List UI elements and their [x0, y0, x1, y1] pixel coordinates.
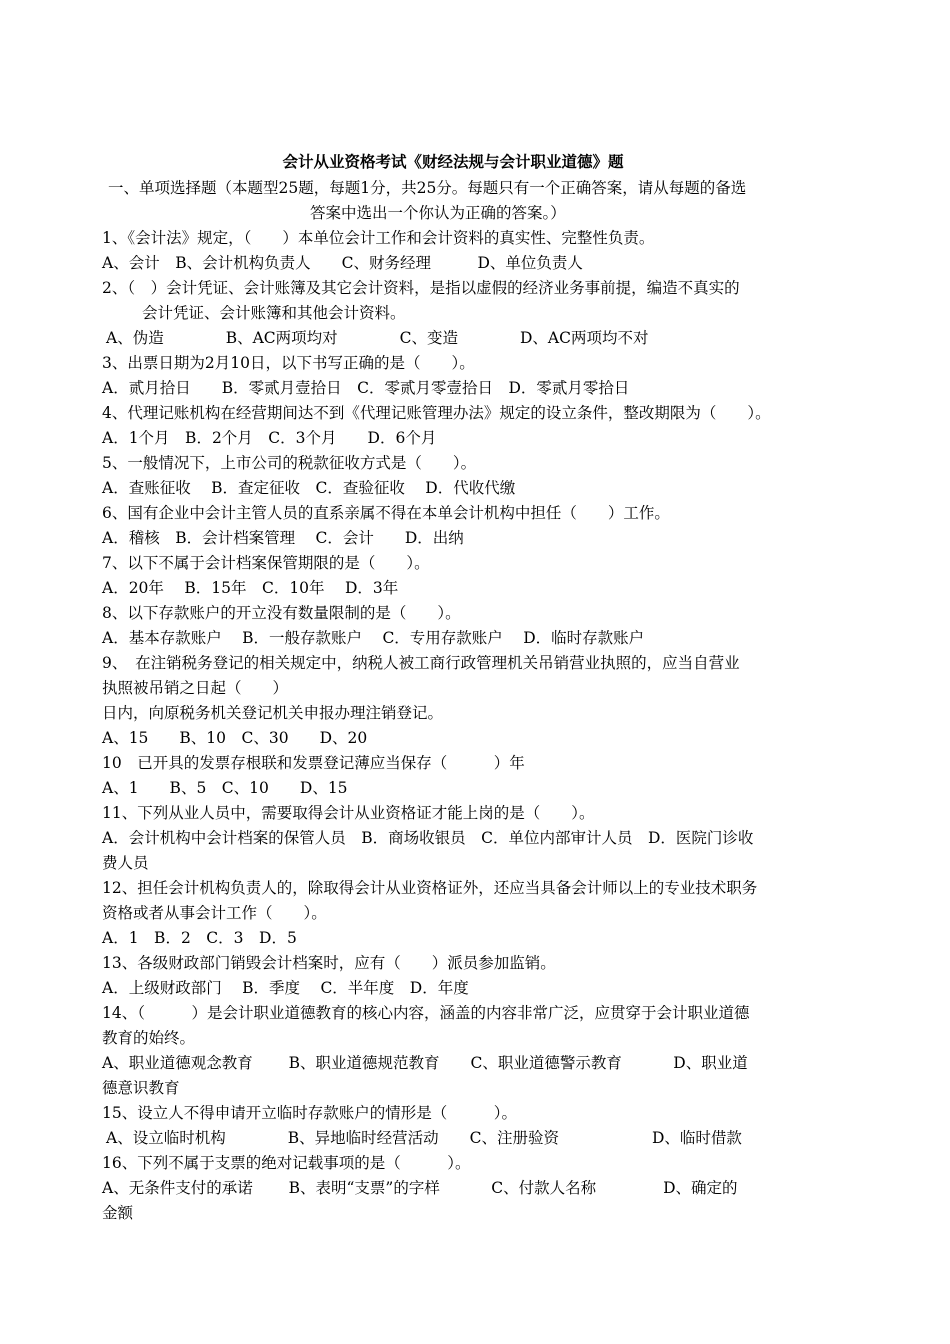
question-13-options: A．上级财政部门 B．季度 C．半年度 D．年度 — [102, 979, 469, 997]
question-9-options: A、15 B、10 C、30 D、20 — [102, 729, 368, 747]
question-11-options: A．会计机构中会计档案的保管人员 B．商场收银员 C．单位内部审计人员 D．医院门诊收 — [102, 829, 754, 847]
question-10: 10 已开具的发票存根联和发票登记薄应当保存（ ）年 — [102, 754, 525, 772]
question-13: 13、各级财政部门销毁会计档案时，应有（ ）派员参加监销。 — [102, 954, 556, 972]
question-14-options-continued: 德意识教育 — [102, 1079, 180, 1097]
question-2-continued: 会计凭证、会计账簿和其他会计资料。 — [142, 304, 406, 322]
question-11-options-continued: 费人员 — [102, 854, 149, 872]
question-12-options: A．1 B．2 C．3 D．5 — [102, 929, 297, 947]
question-2: 2、（ ）会计凭证、会计账簿及其它会计资料，是指以虚假的经济业务事前提，编造不真实的 — [102, 279, 740, 297]
question-4: 4、代理记账机构在经营期间达不到《代理记账管理办法》规定的设立条件，整改期限为（ ）。 — [102, 404, 771, 422]
section-heading-continued: 答案中选出一个你认为正确的答案。） — [310, 204, 566, 222]
question-7: 7、以下不属于会计档案保管期限的是（ ）。 — [102, 554, 430, 572]
question-1-options: A、会计 B、会计机构负责人 C、财务经理 D、单位负责人 — [102, 254, 583, 272]
question-11: 11、下列从业人员中，需要取得会计从业资格证才能上岗的是（ ）。 — [102, 804, 595, 822]
question-7-options: A．20年 B．15年 C．10年 D．3年 — [102, 579, 399, 597]
question-3-options: A．贰月拾日 B．零贰月壹拾日 C．零贰月零壹拾日 D．零贰月零拾日 — [102, 379, 630, 397]
question-1: 1、《会计法》规定，（ ）本单位会计工作和会计资料的真实性、完整性负责。 — [102, 229, 655, 247]
question-16-options: A、无条件支付的承诺 B、表明“支票”的字样 C、付款人名称 D、确定的 — [102, 1179, 738, 1197]
question-14: 14、（ ）是会计职业道德教育的核心内容，涵盖的内容非常广泛，应贯穿于会计职业道德 — [102, 1004, 750, 1022]
question-8-options: A．基本存款账户 B．一般存款账户 C．专用存款账户 D．临时存款账户 — [102, 629, 645, 647]
question-2-options: A、伪造 B、AC两项均对 C、变造 D、AC两项均不对 — [106, 329, 649, 347]
question-10-options: A、1 B、5 C、10 D、15 — [102, 779, 348, 797]
section-heading: 一、单项选择题（本题型25题，每题1分，共25分。每题只有一个正确答案，请从每题的备选 — [108, 179, 747, 197]
question-14-options: A、职业道德观念教育 B、职业道德规范教育 C、职业道德警示教育 D、职业道 — [102, 1054, 748, 1072]
question-8: 8、以下存款账户的开立没有数量限制的是（ ）。 — [102, 604, 461, 622]
question-3: 3、出票日期为2月10日，以下书写正确的是（ ）。 — [102, 354, 475, 372]
question-4-options: A．1个月 B．2个月 C．3个月 D．6个月 — [102, 429, 437, 447]
question-6-options: A．稽核 B．会计档案管理 C．会计 D．出纳 — [102, 529, 464, 547]
question-15-options: A、设立临时机构 B、异地临时经营活动 C、注册验资 D、临时借款 — [106, 1129, 742, 1147]
document-title: 会计从业资格考试《财经法规与会计职业道德》题 — [282, 152, 624, 171]
question-9-continued: 执照被吊销之日起（ ） — [102, 679, 289, 697]
question-15: 15、设立人不得申请开立临时存款账户的情形是（ ）。 — [102, 1104, 517, 1122]
question-12-continued: 资格或者从事会计工作（ ）。 — [102, 904, 327, 922]
question-12: 12、担任会计机构负责人的，除取得会计从业资格证外，还应当具备会计师以上的专业技术职务 — [102, 879, 758, 897]
question-5: 5、一般情况下，上市公司的税款征收方式是（ ）。 — [102, 454, 477, 472]
question-9: 9、 在注销税务登记的相关规定中，纳税人被工商行政管理机关吊销营业执照的，应当自营业 — [102, 654, 740, 672]
question-9-continued-2: 日内，向原税务机关登记机关申报办理注销登记。 — [102, 704, 444, 722]
question-5-options: A．查账征收 B．查定征收 C．查验征收 D．代收代缴 — [102, 479, 516, 497]
question-16: 16、下列不属于支票的绝对记载事项的是（ ）。 — [102, 1154, 471, 1172]
question-6: 6、国有企业中会计主管人员的直系亲属不得在本单会计机构中担任（ ）工作。 — [102, 504, 670, 522]
question-14-continued: 教育的始终。 — [102, 1029, 196, 1047]
question-16-options-continued: 金额 — [102, 1204, 134, 1222]
